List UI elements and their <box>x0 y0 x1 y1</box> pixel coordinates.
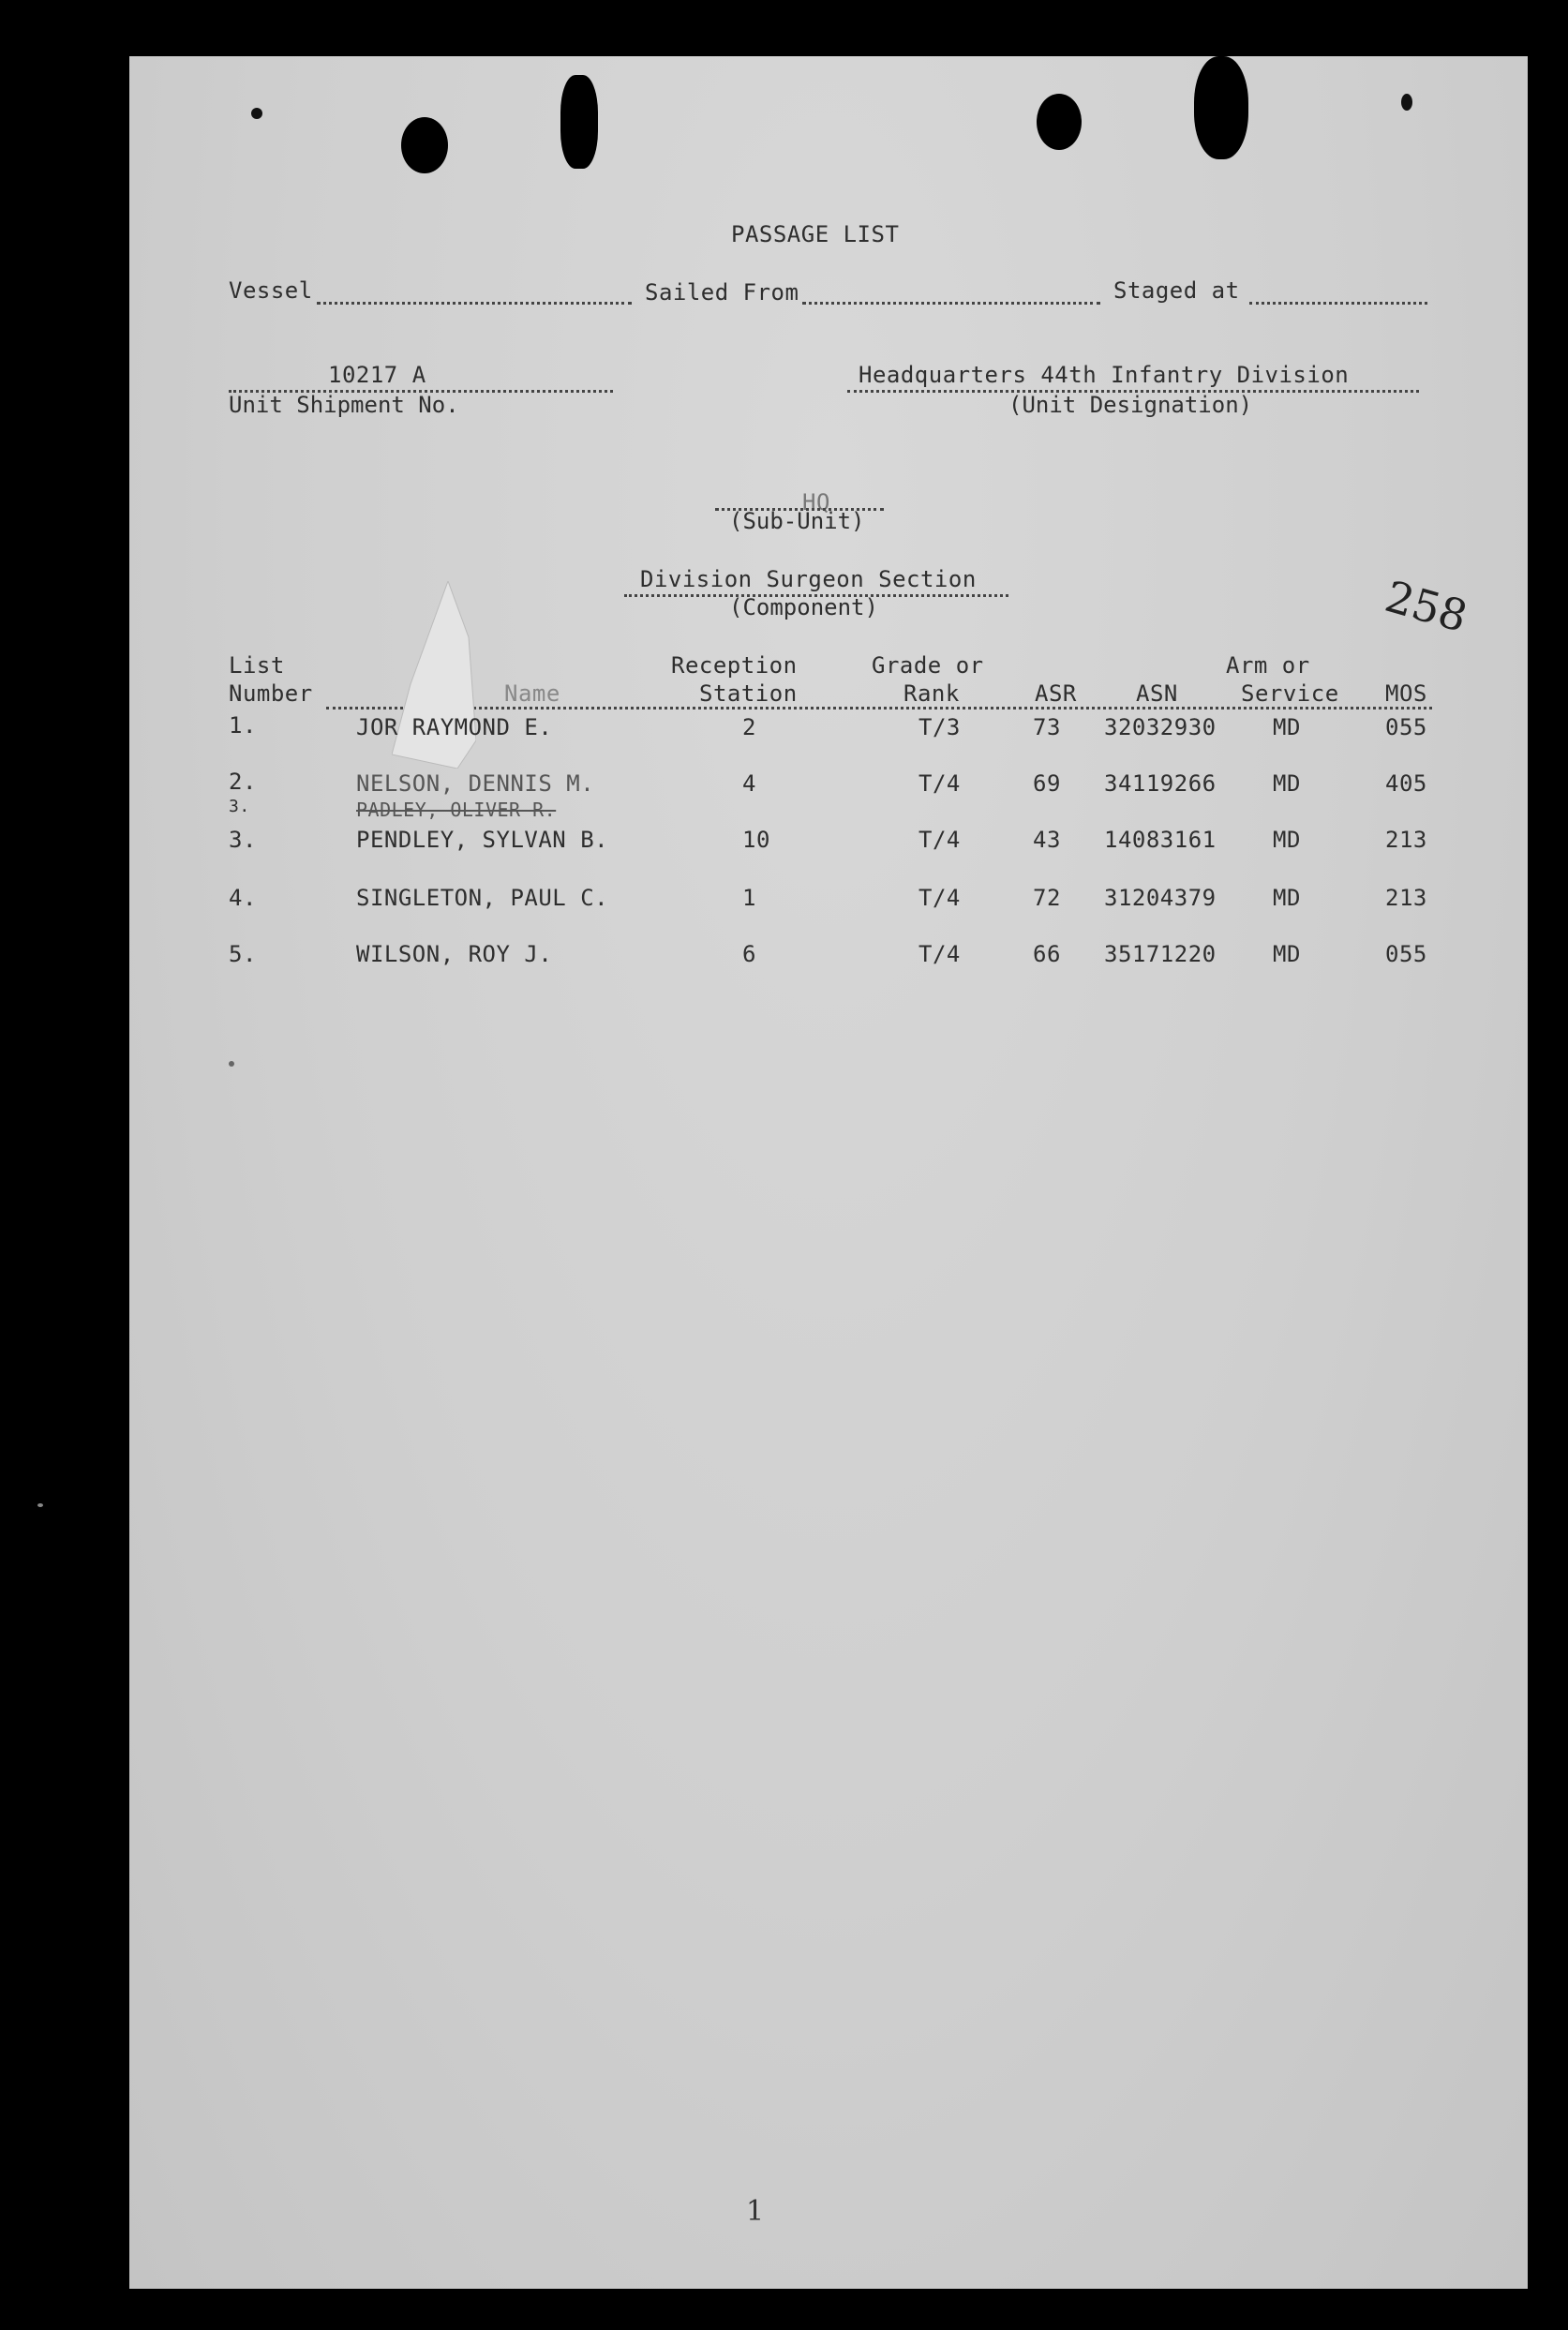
row-mos: 213 <box>1385 827 1427 853</box>
bottom-mark: 1 <box>746 2195 765 2228</box>
document-title: PASSAGE LIST <box>731 221 900 247</box>
speck <box>251 108 262 119</box>
header-list-number-2: Number <box>229 680 313 707</box>
row-mos: 213 <box>1385 885 1427 911</box>
row-number: 5. <box>229 941 257 967</box>
header-grade-1: Grade or <box>872 652 984 679</box>
sailed-line <box>802 302 1100 305</box>
row-station: 1 <box>742 885 756 911</box>
row-asr: 66 <box>1033 941 1061 967</box>
row-station: 6 <box>742 941 756 967</box>
row-asn: 14083161 <box>1104 827 1217 853</box>
header-name: Name <box>504 680 560 707</box>
row-arm: MD <box>1273 885 1301 911</box>
punch-hole <box>1194 56 1248 159</box>
row-asn: 31204379 <box>1104 885 1217 911</box>
row-grade: T/4 <box>918 941 961 967</box>
speck <box>1401 94 1412 111</box>
row-name: WILSON, ROY J. <box>356 941 553 967</box>
unit-designation-value: Headquarters 44th Infantry Division <box>859 362 1350 388</box>
row-grade: T/4 <box>918 827 961 853</box>
punch-hole <box>401 117 448 173</box>
row-arm: MD <box>1273 770 1301 797</box>
row-grade: T/3 <box>918 714 961 740</box>
sub-unit-value: HQ <box>802 489 830 515</box>
header-arm-1: Arm or <box>1226 652 1310 679</box>
row-mos: 405 <box>1385 770 1427 797</box>
header-arm-2: Service <box>1241 680 1339 707</box>
row-number: 4. <box>229 885 257 911</box>
row-name: SINGLETON, PAUL C. <box>356 885 609 911</box>
header-rule <box>326 707 1432 709</box>
struck-row-name: PADLEY, OLIVER R. <box>356 799 557 821</box>
component-value: Division Surgeon Section <box>640 566 977 592</box>
speck <box>229 1061 234 1067</box>
sub-unit-label: (Sub-Unit) <box>729 508 865 534</box>
row-station: 2 <box>742 714 756 740</box>
punch-hole <box>560 75 598 169</box>
sailed-from-label: Sailed From <box>645 279 799 306</box>
unit-shipment-value: 10217 A <box>328 362 426 388</box>
row-asn: 34119266 <box>1104 770 1217 797</box>
row-grade: T/4 <box>918 885 961 911</box>
header-list-number-1: List <box>229 652 285 679</box>
header-mos: MOS <box>1385 680 1427 707</box>
row-station: 10 <box>742 827 770 853</box>
header-reception-2: Station <box>699 680 798 707</box>
struck-row-number: 3. <box>229 797 250 816</box>
staged-line <box>1249 302 1427 305</box>
header-asr: ASR <box>1035 680 1077 707</box>
row-mos: 055 <box>1385 941 1427 967</box>
vessel-label: Vessel <box>229 277 313 304</box>
row-asn: 35171220 <box>1104 941 1217 967</box>
component-label: (Component) <box>729 594 878 620</box>
row-asr: 72 <box>1033 885 1061 911</box>
unit-shipment-label: Unit Shipment No. <box>229 392 459 418</box>
row-station: 4 <box>742 770 756 797</box>
row-grade: T/4 <box>918 770 961 797</box>
header-grade-2: Rank <box>903 680 960 707</box>
document-page <box>129 56 1528 2289</box>
row-asr: 73 <box>1033 714 1061 740</box>
unit-designation-label: (Unit Designation) <box>1008 392 1253 418</box>
row-name: PENDLEY, SYLVAN B. <box>356 827 609 853</box>
row-asr: 69 <box>1033 770 1061 797</box>
punch-hole <box>1037 94 1082 150</box>
row-number: 2. <box>229 769 257 795</box>
row-arm: MD <box>1273 827 1301 853</box>
row-mos: 055 <box>1385 714 1427 740</box>
header-asn: ASN <box>1136 680 1178 707</box>
page-number: 258 <box>1380 570 1473 643</box>
row-name: JOR RAYMOND E. <box>356 714 553 740</box>
row-arm: MD <box>1273 941 1301 967</box>
row-asn: 32032930 <box>1104 714 1217 740</box>
row-number: 1. <box>229 712 257 739</box>
vessel-line <box>317 302 632 305</box>
row-name: NELSON, DENNIS M. <box>356 770 595 797</box>
torn-paper-flap <box>392 581 476 769</box>
staged-at-label: Staged at <box>1113 277 1240 304</box>
header-reception-1: Reception <box>671 652 798 679</box>
row-number: 3. <box>229 827 257 853</box>
speck <box>37 1503 43 1507</box>
row-arm: MD <box>1273 714 1301 740</box>
row-asr: 43 <box>1033 827 1061 853</box>
